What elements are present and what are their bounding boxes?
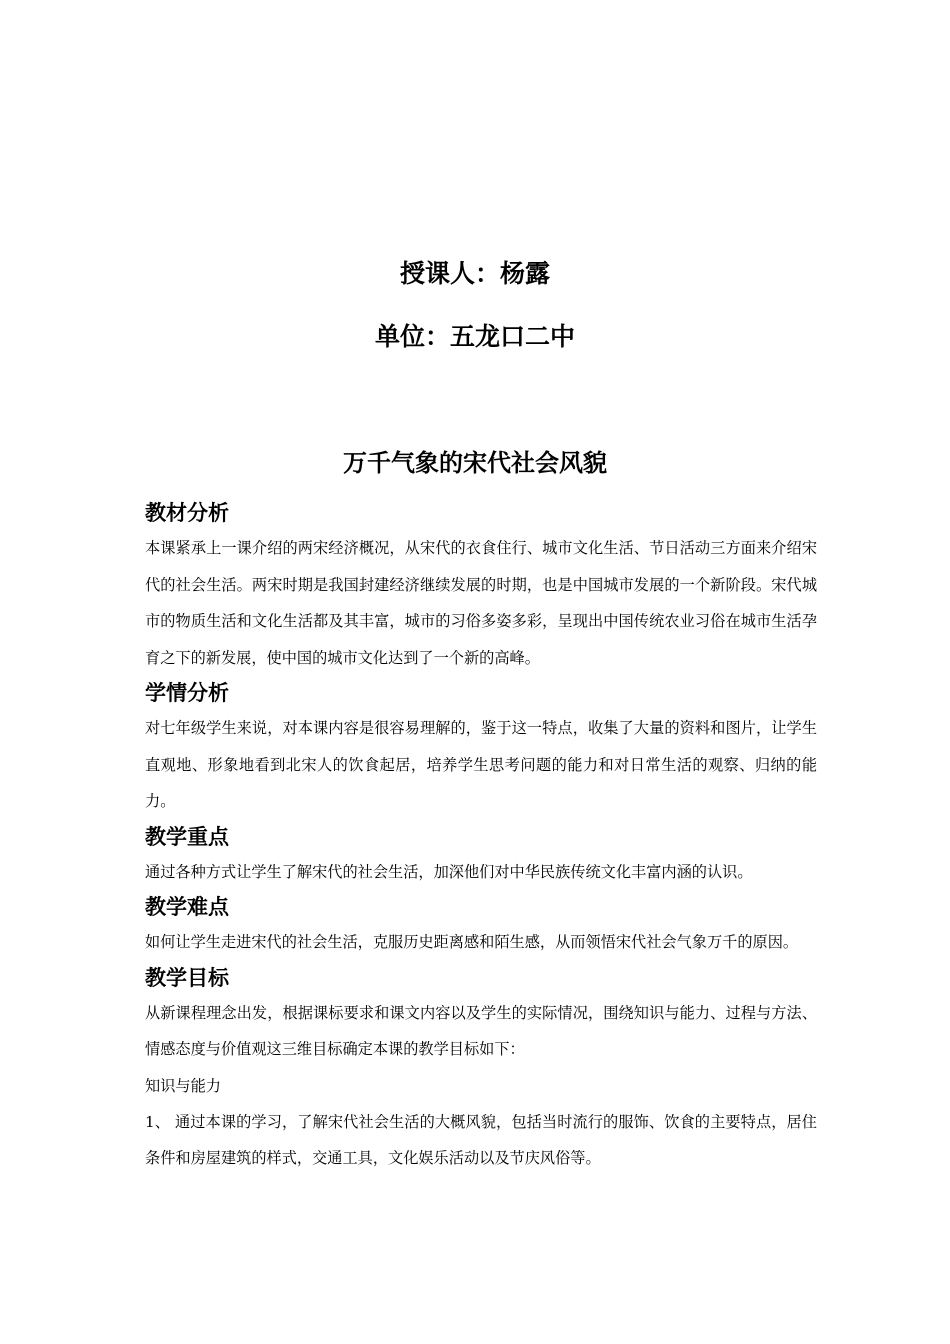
section-heading-difficulties: 教学难点 — [145, 895, 229, 919]
objectives-item-1: 1、 通过本课的学习，了解宋代社会生活的大概风貌，包括当时流行的服饰、饮食的主要特点，居住条件和房屋建筑的样式，交通工具，文化娱乐活动以及节庆风俗等。 — [145, 1112, 817, 1167]
section-body-key-points: 通过各种方式让学生了解宋代的社会生活，加深他们对中华民族传统文化丰富内涵的认识。 — [145, 862, 753, 881]
section-body-objectives: 从新课程理念出发，根据课标要求和课文内容以及学生的实际情况，围绕知识与能力、过程与方法、情感态度与价值观这三维目标确定本课的教学目标如下： — [145, 1003, 817, 1058]
page-title: 万千气象的宋代社会风貌 — [343, 449, 607, 477]
teacher-line: 授课人：杨露 — [399, 259, 550, 288]
section-body-student-analysis: 对七年级学生来说，对本课内容是很容易理解的，鉴于这一特点，收集了大量的资料和图片，让学生直观地、形象地看到北宋人的饮食起居，培养学生思考问题的能力和对日常生活的观察、归纳的能力。 — [145, 719, 817, 810]
section-heading-key-points: 教学重点 — [145, 824, 229, 849]
section-body-textbook-analysis: 本课紧承上一课介绍的两宋经济概况，从宋代的衣食住行、城市文化生活、节日活动三方面来介绍宋代的社会生活。两宋时期是我国封建经济继续发展的时期，也是中国城市发展的一个新阶段。宋代城市的物质生活和文化生活都及其丰富，城市的习俗多姿多彩，呈现出中国传统农业习俗在城市生活孕育之下的新发展，使中国的城市文化达到了一个新的高峰。 — [145, 539, 817, 667]
section-heading-objectives: 教学目标 — [145, 965, 229, 990]
document-body — [145, 496, 817, 1177]
unit-line: 单位：五龙口二中 — [374, 322, 575, 351]
section-heading-textbook-analysis: 教材分析 — [145, 501, 229, 525]
section-heading-student-analysis: 学情分析 — [145, 681, 229, 705]
section-body-difficulties: 如何让学生走进宋代的社会生活，克服历史距离感和陌生感，从而领悟宋代社会气象万千的原因。 — [145, 933, 799, 951]
objectives-subheading: 知识与能力 — [145, 1076, 221, 1095]
